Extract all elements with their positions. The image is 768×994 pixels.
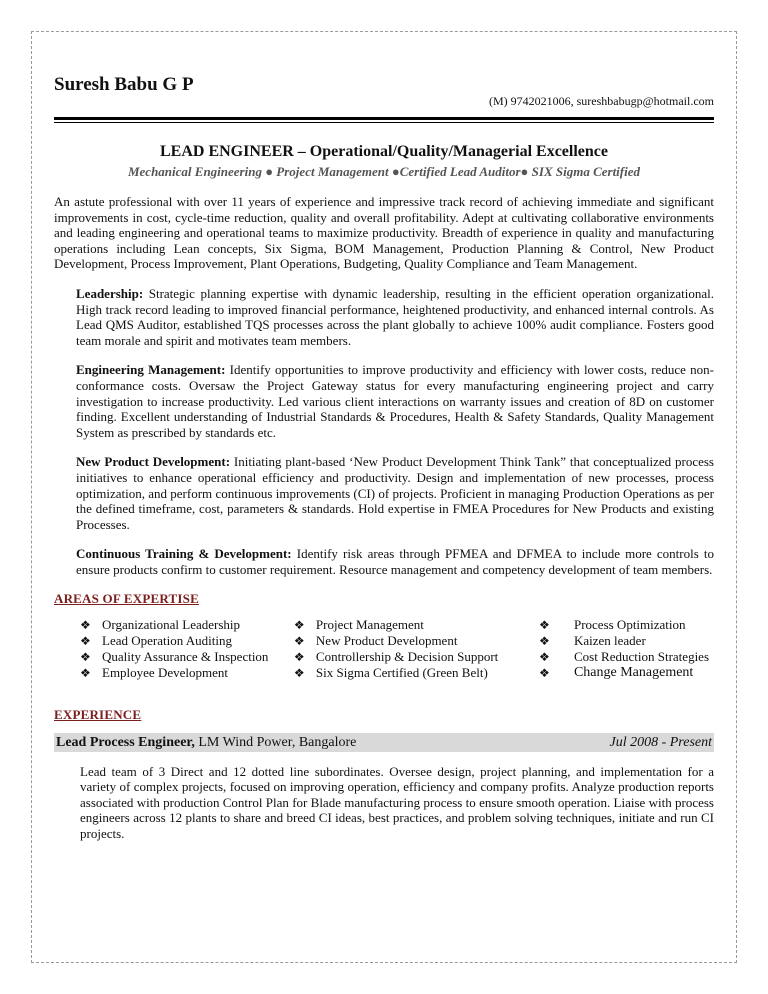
list-item: ❖ Organizational Leadership (80, 617, 241, 633)
diamond-bullet-icon: ❖ (293, 634, 305, 649)
expertise-column-1 (80, 617, 294, 681)
diamond-bullet-icon: ❖ (80, 618, 91, 633)
job-description: Lead team of 3 Direct and 12 dotted line subordinates. Oversee design, project planning, and implementation for a variety of complex projects, focused on improving operation, efficiency and company profits. Analyze production reports associated with production Control Plan for Blade manufacturing process to ensure smooth operation. Liaise with process engineers across 12 plants to share and breed CI ideas, best practices, and problem solving techniques, initiate and run CI projects. (80, 763, 714, 842)
list-item: ❖ Change Management (538, 665, 694, 681)
areas-of-expertise-heading: AREAS OF EXPERTISE (54, 591, 199, 607)
diamond-bullet-icon: ❖ (293, 650, 305, 665)
diamond-bullet-icon: ❖ (80, 650, 91, 665)
experience-heading: EXPERIENCE (54, 707, 142, 723)
subline: Mechanical Engineering ● Project Management ●Certified Lead Auditor● SIX Sigma Certified (127, 164, 641, 179)
block-text: Strategic planning expertise with dynamic leadership, resulting in the efficient operation organizational. High track record leading to improved financial performance, heightened productivity, and enhanced internal controls. As Lead QMS Auditor, established TQS processes across the plant globally to achieve 100% audit compliance. Fosters good team morale and spirit and motivates team members. (76, 285, 714, 348)
contact-line: (M) 9742021006, sureshbabugp@hotmail.com (488, 94, 714, 108)
expertise-column-2 (294, 617, 539, 681)
diamond-bullet-icon: ❖ (538, 650, 550, 665)
job-dates: Jul 2008 - Present (609, 734, 712, 750)
diamond-bullet-icon: ❖ (538, 666, 550, 681)
diamond-bullet-icon: ❖ (293, 618, 305, 633)
block-label: Leadership: (76, 285, 144, 301)
block-label: Continuous Training & Development: (76, 546, 292, 562)
block-label: Engineering Management: (76, 362, 226, 378)
summary-paragraph: An astute professional with over 11 years of experience and impressive track record of achieving immediate and significant improvements in cost, cycle-time reduction, quality and overall profitability. Adept at cultivating collaborative environments and leading engineering and operational teams to maximize productivity. Breadth of experience in quality and manufacturing operations including Lean concepts, Six Sigma, BOM Management, Production Planning & Control, New Product Development, Process Improvement, Plant Operations, Budgeting, Quality Compliance and Team Management. (54, 194, 714, 272)
list-item: ❖ Kaizen leader (538, 633, 646, 649)
training-development-block (76, 546, 714, 577)
list-item: ❖ Project Management (293, 617, 424, 633)
email-address[interactable]: sureshbabugp@hotmail.com (576, 94, 714, 108)
list-item: ❖ Quality Assurance & Inspection (80, 649, 269, 665)
expertise-column-3 (539, 617, 714, 681)
block-text: Initiating plant-based ‘New Product Development Think Tank” that conceptualized process initiatives to enhance operational efficiency and productivity. Design and implementation of new processes, process optimization, and perform continuous improvements (CI) of projects. Proficient in managing Production Operations as per the defined timeframe, cost, parameters & standards. Hold expertise in FMEA Procedures for New Products and existing Processes. (76, 454, 714, 532)
list-item: ❖ Controllership & Decision Support (293, 649, 499, 665)
diamond-bullet-icon: ❖ (538, 618, 550, 633)
headline: LEAD ENGINEER – Operational/Quality/Managerial Excellence (160, 143, 608, 160)
list-item: ❖ Six Sigma Certified (Green Belt) (293, 665, 488, 681)
list-item: ❖ Employee Development (80, 665, 228, 681)
resume-document (54, 74, 714, 842)
list-item: ❖ Lead Operation Auditing (80, 633, 232, 649)
diamond-bullet-icon: ❖ (80, 666, 91, 681)
new-product-development-block (76, 454, 714, 532)
block-text: Identify risk areas through PFMEA and DFMEA to include more controls to ensure products confirm to customer requirement. Resource management and competency development of team members. (76, 546, 715, 577)
leadership-block (76, 286, 714, 348)
phone-number: (M) 9742021006 (488, 94, 571, 108)
job-title: Lead Process Engineer, (56, 734, 195, 750)
header-rule-thin (54, 122, 714, 123)
candidate-name: Suresh Babu G P (54, 74, 194, 95)
list-item: ❖ New Product Development (293, 633, 458, 649)
diamond-bullet-icon: ❖ (80, 634, 91, 649)
engineering-management-block (76, 362, 714, 440)
list-item: ❖ Cost Reduction Strategies (538, 649, 710, 665)
list-item: ❖ Process Optimization (538, 617, 686, 633)
block-text: Identify opportunities to improve productivity and efficiency with lower costs, reduce non-conformance costs. Oversaw the Project Gateway status for every manufacturing engineering project and carry investigation to increase productivity. Led various client interactions on warranty issues and creation of 8D on customer finding. Excellent understanding of Industrial Standards & Procedures, Health & Safety Standards, Quality Management System as prescribed by standards etc. (76, 362, 714, 440)
header-rule-thick (54, 117, 714, 120)
job-title-bar (54, 733, 714, 752)
expertise-list (80, 617, 714, 681)
diamond-bullet-icon: ❖ (538, 634, 550, 649)
diamond-bullet-icon: ❖ (293, 666, 305, 681)
block-label: New Product Development: (76, 454, 231, 470)
job-company: LM Wind Power, Bangalore (194, 734, 357, 750)
